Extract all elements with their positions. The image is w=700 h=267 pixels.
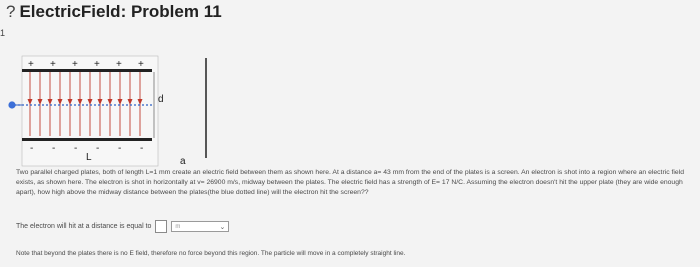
plus-sign: + xyxy=(116,59,122,70)
minus-sign: - xyxy=(30,143,34,154)
plus-sign: + xyxy=(72,59,78,70)
minus-sign: - xyxy=(52,143,56,154)
plus-sign: + xyxy=(138,59,144,70)
side-number: 1 xyxy=(0,28,6,38)
problem-text: Two parallel charged plates, both of length L=1 mm create an electric field between them as shown here. At a distance a= 43 mm from the end of the plates is a screen. An electron is shot into a region where an electric field exists, as shown here. The electron is shot in horizontally at v= 26900 m/s, midway between the plates. The electric field has a strength of E= 17 N/C. Assuming the electron doesn't hit the upper plate (they are wide enough apart), how high above the midway distance between the plates(the blue dotted line) will the electron hit the screen?? xyxy=(16,169,684,196)
plus-sign: + xyxy=(94,59,100,70)
page-title xyxy=(6,2,222,22)
electron-icon xyxy=(8,101,15,108)
answer-row xyxy=(16,220,229,233)
minus-sign: - xyxy=(96,143,100,154)
answer-prompt: The electron will hit at a distance is equal to xyxy=(16,223,152,230)
label-a: a xyxy=(180,156,186,167)
plates-diagram xyxy=(0,50,215,170)
chevron-down-icon: ⌄ xyxy=(219,223,226,231)
plus-sign: + xyxy=(50,59,56,70)
unit-selected-value: m xyxy=(175,223,181,230)
unit-select[interactable] xyxy=(171,221,229,232)
note-text: Note that beyond the plates there is no E field, therefore no force beyond this region. The particle will move in a completely straight line. xyxy=(16,250,406,257)
minus-sign: - xyxy=(140,143,144,154)
bottom-plate xyxy=(22,138,152,141)
top-plate xyxy=(22,69,152,72)
title-text: ElectricField: Problem 11 xyxy=(19,2,222,21)
label-L: L xyxy=(86,152,92,163)
label-d: d xyxy=(158,94,164,105)
minus-sign: - xyxy=(118,143,122,154)
minus-sign: - xyxy=(74,143,78,154)
question-mark-icon: ? xyxy=(6,2,16,21)
problem-figure xyxy=(0,50,215,170)
answer-input[interactable] xyxy=(155,220,167,233)
plus-sign: + xyxy=(28,59,34,70)
